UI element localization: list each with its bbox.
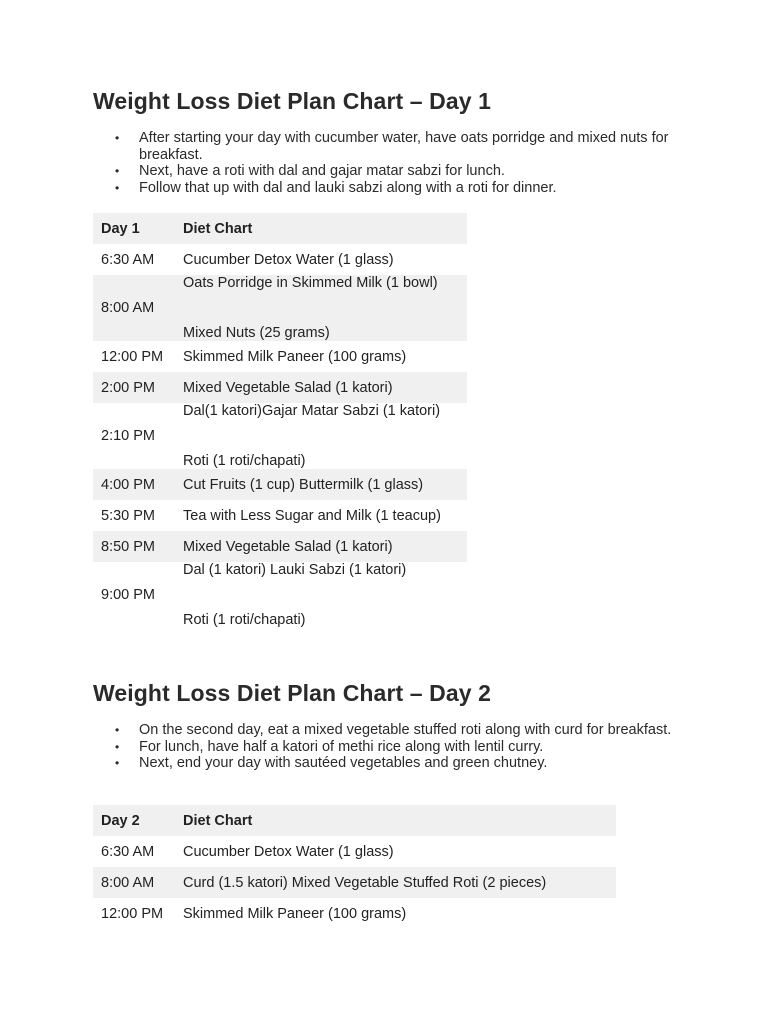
diet-cell: Cut Fruits (1 cup) Buttermilk (1 glass) — [175, 469, 467, 500]
table-row — [93, 341, 467, 372]
diet-item: Mixed Nuts (25 grams) — [183, 325, 330, 341]
list-item: • On the second day, eat a mixed vegetable stuffed roti along with curd for breakfast. — [115, 722, 675, 739]
table-row — [93, 836, 616, 867]
table-row — [93, 867, 616, 898]
day1-bullet-list — [115, 130, 675, 196]
time-cell: 6:30 AM — [101, 843, 155, 860]
diet-cell: Skimmed Milk Paneer (100 grams) — [183, 905, 407, 922]
day2-diet-table — [93, 805, 616, 929]
time-cell: 4:00 PM — [93, 469, 175, 500]
list-item: • Follow that up with dal and lauki sabzi along with a roti for dinner. — [115, 180, 675, 197]
diet-item: Dal(1 katori)Gajar Matar Sabzi (1 katori) — [183, 403, 441, 419]
diet-item: Oats Porridge in Skimmed Milk (1 bowl) — [183, 275, 438, 291]
diet-cell — [175, 275, 467, 341]
table-row — [93, 898, 616, 929]
day1-diet-table — [93, 213, 467, 628]
diet-cell — [175, 403, 467, 469]
diet-cell: Cucumber Detox Water (1 glass) — [183, 843, 394, 860]
time-cell: 12:00 PM — [101, 348, 164, 365]
table-row — [93, 372, 467, 403]
table-header-row — [93, 213, 467, 244]
time-cell: 8:00 AM — [93, 867, 175, 898]
time-cell: 8:00 AM — [93, 275, 175, 341]
day2-title: Weight Loss Diet Plan Chart – Day 2 — [93, 680, 492, 706]
table-row — [93, 531, 467, 562]
time-cell: 2:10 PM — [101, 428, 155, 444]
table-row — [93, 244, 467, 275]
table-header-diet-chart: Diet Chart — [175, 213, 467, 244]
time-cell: 12:00 PM — [101, 905, 164, 922]
diet-item: Dal (1 katori) Lauki Sabzi (1 katori) — [183, 562, 407, 578]
diet-cell — [175, 562, 467, 628]
diet-cell: Tea with Less Sugar and Milk (1 teacup) — [183, 507, 441, 524]
list-item: • After starting your day with cucumber water, have oats porridge and mixed nuts for breakfast. — [115, 130, 675, 163]
list-item: • Next, have a roti with dal and gajar matar sabzi for lunch. — [115, 163, 675, 180]
diet-item: Roti (1 roti/chapati) — [183, 453, 306, 469]
table-row — [93, 275, 467, 341]
diet-cell: Mixed Vegetable Salad (1 katori) — [175, 531, 467, 562]
list-item: • For lunch, have half a katori of methi rice along with lentil curry. — [115, 739, 675, 756]
time-cell: 8:50 PM — [93, 531, 175, 562]
table-row — [93, 562, 467, 628]
table-row — [93, 403, 467, 469]
table-header-day: Day 1 — [93, 213, 175, 244]
diet-cell: Skimmed Milk Paneer (100 grams) — [183, 348, 407, 365]
diet-cell: Mixed Vegetable Salad (1 katori) — [175, 372, 467, 403]
table-header-day: Day 2 — [93, 805, 175, 836]
day2-bullet-list — [115, 722, 675, 772]
time-cell: 2:00 PM — [93, 372, 175, 403]
diet-cell: Cucumber Detox Water (1 glass) — [183, 251, 394, 268]
diet-item: Roti (1 roti/chapati) — [183, 612, 306, 628]
day1-title: Weight Loss Diet Plan Chart – Day 1 — [93, 88, 492, 114]
table-header-diet-chart: Diet Chart — [175, 805, 616, 836]
table-row — [93, 469, 467, 500]
table-header-row — [93, 805, 616, 836]
list-item: • Next, end your day with sautéed vegetables and green chutney. — [115, 755, 675, 772]
table-row — [93, 500, 467, 531]
time-cell: 6:30 AM — [101, 251, 155, 268]
time-cell: 9:00 PM — [101, 587, 155, 603]
diet-cell: Curd (1.5 katori) Mixed Vegetable Stuffed Roti (2 pieces) — [175, 867, 616, 898]
time-cell: 5:30 PM — [101, 507, 155, 524]
